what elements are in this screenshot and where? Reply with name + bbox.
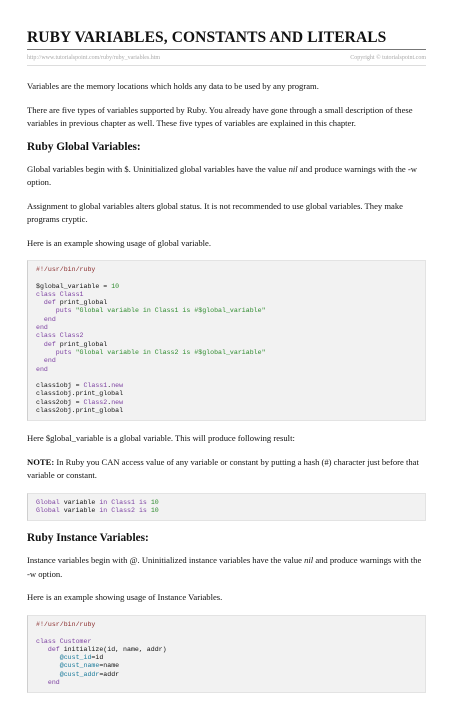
- instance-p1-text-a: Instance variables begin with @. Uninitialized instance variables have the value: [27, 555, 305, 566]
- code-line: [36, 629, 417, 637]
- header-divider: [27, 65, 426, 66]
- code-line: [36, 274, 417, 282]
- code-line: $global_variable = 10: [36, 282, 120, 290]
- global-p1-text-b: and produce warnings with the -w option.: [27, 163, 417, 187]
- global-p1-nil: nil: [288, 163, 298, 174]
- code-line: end: [43, 315, 56, 323]
- note-label: NOTE:: [27, 456, 55, 467]
- code-line: class Class1: [36, 290, 84, 298]
- section-heading-instance: Ruby Instance Variables:: [27, 532, 149, 545]
- global-paragraph-4: Here $global_variable is a global variable. This will produce following result:: [27, 433, 295, 444]
- code-line: def print_global: [43, 299, 108, 307]
- code-line: end: [36, 324, 48, 332]
- code-line: @cust_name=name: [59, 662, 120, 670]
- code-line: class2obj = Class2.new: [36, 398, 124, 406]
- code-line: class Class2: [36, 332, 84, 340]
- code-line: Global variable in Class2 is 10: [36, 507, 159, 515]
- code-line: class1obj.print_global: [36, 390, 124, 398]
- instance-p1-text-b: and produce warnings with the -w option.: [27, 555, 422, 579]
- instance-paragraph-1: [27, 554, 426, 581]
- code-line: class Customer: [36, 637, 92, 645]
- intro-paragraph-2: There are five types of variables supported by Ruby. You already have gone through a small description of these variables in previous chapter as well. These five types of variables are explained in this chapter.: [27, 104, 413, 128]
- code-line: class2obj.print_global: [36, 407, 124, 415]
- code-line: #!/usr/bin/ruby: [36, 266, 96, 273]
- page-title: RUBY VARIABLES, CONSTANTS AND LITERALS: [27, 29, 387, 46]
- note-paragraph: [27, 456, 426, 483]
- title-divider: [27, 49, 426, 50]
- note-text: In Ruby you CAN access value of any variable or constant by putting a hash (#) character just before that variable or constant.: [27, 456, 419, 481]
- code-line: @cust_addr=addr: [59, 670, 120, 678]
- code-line: def print_global: [43, 340, 108, 348]
- source-url[interactable]: http://www.tutorialspoint.com/ruby/ruby_variables.htm: [27, 55, 161, 61]
- intro-paragraph-1: Variables are the memory locations which holds any data to be used by any program.: [27, 81, 319, 91]
- document-body: [27, 80, 426, 704]
- output-block-global: [27, 493, 426, 522]
- global-p1-text-a: Global variables begin with $. Uninitialized global variables have the value: [27, 163, 289, 174]
- code-line: puts "Global variable in Class2 is #$global_variable": [55, 348, 266, 356]
- global-paragraph-2: Assignment to global variables alters global status. It is not recommended to use global variables. They make programs cryptic.: [27, 200, 403, 224]
- copyright-notice: Copyright © tutorialspoint.com: [350, 55, 426, 61]
- instance-paragraph-2: Here is an example showing usage of Instance Variables.: [27, 592, 223, 603]
- code-line: Global variable in Class1 is 10: [36, 498, 159, 506]
- code-line: class1obj = Class1.new: [36, 382, 124, 390]
- code-line: [36, 374, 417, 382]
- code-line: end: [36, 365, 48, 373]
- global-paragraph-3: Here is an example showing usage of global variable.: [27, 237, 211, 248]
- code-line: @cust_id=id: [59, 654, 104, 662]
- code-line: def initialize(id, name, addr): [47, 645, 167, 653]
- global-paragraph-1: [27, 163, 426, 190]
- code-line: puts "Global variable in Class1 is #$global_variable": [55, 307, 266, 315]
- code-line: end: [43, 357, 56, 365]
- code-line: #!/usr/bin/ruby: [36, 620, 96, 628]
- section-heading-global: Ruby Global Variables:: [27, 140, 141, 153]
- instance-p1-nil: nil: [304, 555, 314, 566]
- code-block-instance: [27, 615, 426, 693]
- code-block-global: [27, 260, 426, 421]
- code-line: end: [47, 679, 60, 687]
